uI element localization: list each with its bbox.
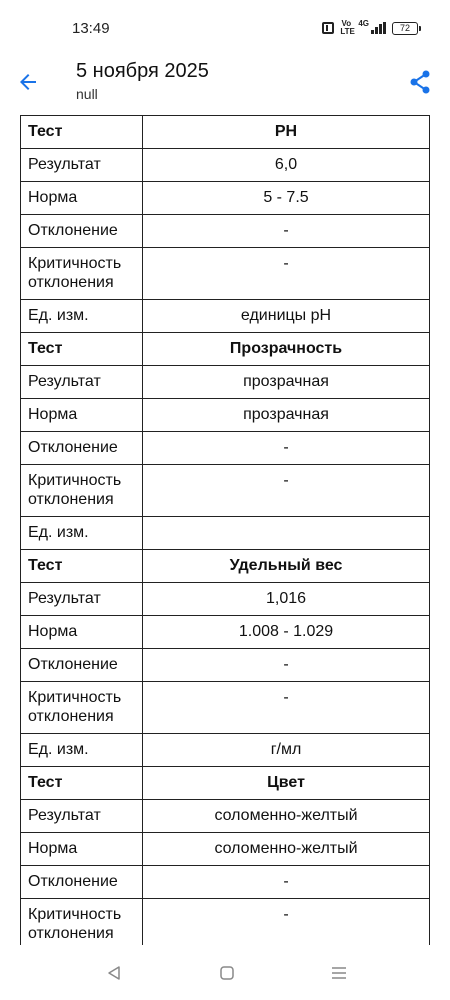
deviation-label-cell: Отклонение	[21, 432, 143, 465]
criticality-label-cell: Критичность отклонения	[21, 682, 143, 734]
volte-icon: Vo LTE	[340, 19, 355, 36]
deviation-value-cell: -	[143, 866, 430, 899]
criticality-label-cell: Критичность отклонения	[21, 248, 143, 300]
signal-icon	[371, 22, 386, 34]
status-time: 13:49	[72, 20, 110, 37]
criticality-label-cell: Критичность отклонения	[21, 465, 143, 517]
table-row	[21, 366, 430, 399]
unit-value-cell: г/мл	[143, 734, 430, 767]
table-row	[21, 182, 430, 215]
norm-label-cell: Норма	[21, 833, 143, 866]
result-value-cell: соломенно-желтый	[143, 800, 430, 833]
table-row	[21, 866, 430, 899]
table-row	[21, 682, 430, 734]
table-row	[21, 333, 430, 366]
nav-recents-button[interactable]	[327, 963, 351, 983]
norm-value-cell: 5 - 7.5	[143, 182, 430, 215]
criticality-value-cell: -	[143, 682, 430, 734]
test-label-cell: Тест	[21, 550, 143, 583]
table-row	[21, 215, 430, 248]
results-table	[20, 115, 430, 945]
battery-level: 72	[399, 23, 410, 33]
norm-value-cell: прозрачная	[143, 399, 430, 432]
table-row	[21, 899, 430, 946]
norm-label-cell: Норма	[21, 616, 143, 649]
table-row	[21, 432, 430, 465]
triangle-back-icon	[106, 965, 122, 981]
app-bar	[0, 58, 450, 110]
test-label-cell: Тест	[21, 333, 143, 366]
table-row	[21, 833, 430, 866]
deviation-value-cell: -	[143, 215, 430, 248]
status-bar	[0, 0, 450, 58]
criticality-value-cell: -	[143, 899, 430, 946]
arrow-back-icon	[16, 70, 40, 94]
page-title: 5 ноября 2025	[76, 60, 209, 82]
deviation-label-cell: Отклонение	[21, 866, 143, 899]
test-name-cell: Удельный вес	[143, 550, 430, 583]
deviation-value-cell: -	[143, 432, 430, 465]
table-row	[21, 734, 430, 767]
unit-label-cell: Ед. изм.	[21, 734, 143, 767]
table-row	[21, 550, 430, 583]
table-row	[21, 116, 430, 149]
table-row	[21, 649, 430, 682]
unit-label-cell: Ед. изм.	[21, 300, 143, 333]
nfc-icon	[322, 22, 334, 34]
test-label-cell: Тест	[21, 116, 143, 149]
result-label-cell: Результат	[21, 583, 143, 616]
status-icons	[322, 20, 418, 36]
deviation-value-cell: -	[143, 649, 430, 682]
page-subtitle: null	[76, 86, 98, 102]
table-row	[21, 248, 430, 300]
network-type-label: 4G	[358, 18, 369, 28]
share-icon	[409, 70, 431, 94]
navigation-bar	[0, 945, 450, 1000]
nav-home-button[interactable]	[215, 963, 239, 983]
table-row	[21, 465, 430, 517]
test-label-cell: Тест	[21, 767, 143, 800]
unit-value-cell: единицы pH	[143, 300, 430, 333]
table-row	[21, 399, 430, 432]
deviation-label-cell: Отклонение	[21, 215, 143, 248]
test-name-cell: Цвет	[143, 767, 430, 800]
criticality-value-cell: -	[143, 248, 430, 300]
table-row	[21, 767, 430, 800]
battery-icon	[392, 22, 418, 35]
result-label-cell: Результат	[21, 149, 143, 182]
table-row	[21, 583, 430, 616]
results-table-container[interactable]	[20, 115, 430, 945]
norm-value-cell: 1.008 - 1.029	[143, 616, 430, 649]
square-home-icon	[219, 965, 235, 981]
norm-label-cell: Норма	[21, 182, 143, 215]
result-value-cell: прозрачная	[143, 366, 430, 399]
result-label-cell: Результат	[21, 800, 143, 833]
unit-label-cell: Ед. изм.	[21, 517, 143, 550]
test-name-cell: Прозрачность	[143, 333, 430, 366]
test-name-cell: PH	[143, 116, 430, 149]
table-row	[21, 517, 430, 550]
result-label-cell: Результат	[21, 366, 143, 399]
result-value-cell: 6,0	[143, 149, 430, 182]
table-row	[21, 800, 430, 833]
unit-value-cell	[143, 517, 430, 550]
share-button[interactable]	[404, 66, 436, 98]
table-row	[21, 616, 430, 649]
criticality-label-cell: Критичность отклонения	[21, 899, 143, 946]
table-row	[21, 149, 430, 182]
result-value-cell: 1,016	[143, 583, 430, 616]
norm-label-cell: Норма	[21, 399, 143, 432]
criticality-value-cell: -	[143, 465, 430, 517]
menu-lines-icon	[330, 965, 348, 981]
table-row	[21, 300, 430, 333]
norm-value-cell: соломенно-желтый	[143, 833, 430, 866]
deviation-label-cell: Отклонение	[21, 649, 143, 682]
back-button[interactable]	[12, 66, 44, 98]
nav-back-button[interactable]	[102, 963, 126, 983]
